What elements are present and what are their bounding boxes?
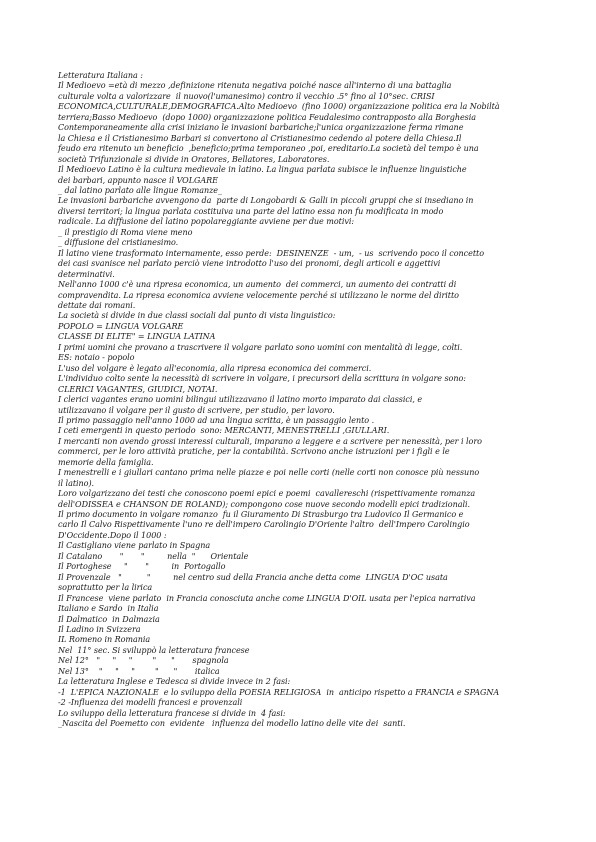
text-line: Il Ladino in Svizzera xyxy=(58,625,141,635)
text-line: dei casi svanisce nel parlato perciò viene introdotto l'uso dei pronomi, degli articoli e aggettivi xyxy=(58,259,441,269)
text-line: Il primo passaggio nell'anno 1000 ad una lingua scritta, è un passaggio lento . xyxy=(58,415,375,425)
text-line: dei barbari, appunto nasce il VOLGARE xyxy=(58,175,218,185)
text-line: radicale. La diffusione del latino popolareggiante avviene per due motivi: xyxy=(58,217,355,227)
text-line: dettate dai romani. xyxy=(58,300,136,310)
text-line: _ diffusione del cristianesimo. xyxy=(58,238,179,248)
text-line: I clerici vagantes erano uomini bilingui utilizzavano il latino morto imparato dai classici, e xyxy=(58,395,423,405)
text-line: Nel 12° " " " " " spagnola xyxy=(58,656,229,666)
text-line: Le invasioni barbariche avvengono da parte di Longobardi & Galli in piccoli gruppi che si insediano in xyxy=(58,196,474,206)
text-line: utilizzavano il volgare per il gusto di scrivere, per studio, per lavoro. xyxy=(58,405,335,415)
text-line: dell'ODISSEA e CHANSON DE ROLAND); compongono cose nuove secondo modelli epici tradizionali. xyxy=(58,499,471,509)
text-line: culturale volta a valorizzare il nuovo(l'umanesimo) contro il vecchio .5° fino al 10°sec. CRISI xyxy=(58,91,435,101)
text-line: Il Medioevo =età di mezzo ,definizione ritenuta negativa poiché nasce all'interno di una battaglia xyxy=(58,81,452,91)
text-line: carlo Il Calvo Rispettivamente l'uno re dell'impero Carolingio D'Oriente l'altro dell'Impero Carolingio xyxy=(58,520,470,530)
text-line: _ il prestigio di Roma viene meno xyxy=(58,227,193,237)
text-line: I ceti emergenti in questo periodo sono: MERCANTI, MENESTRELLI ,GIULLARI. xyxy=(58,426,390,436)
text-line: il latino). xyxy=(58,478,95,488)
text-line: feudo era ritenuto un beneficio ,beneficio;prima temporaneo ,poi, ereditario.La società del tempo è una xyxy=(58,144,479,154)
text-line: Nel 11° sec. Si sviluppò la letteratura francese xyxy=(58,645,250,655)
text-line: IL Romeno in Romania xyxy=(58,635,151,645)
text-line: Il latino viene trasformato internamente, esso perde: DESINENZE - um, - us scrivendo poco il concetto xyxy=(58,248,484,258)
text-line: _ dal latino parlato alle lingue Romanze_ xyxy=(58,185,222,195)
text-line: Nel 13° " " " " " italica xyxy=(58,666,220,676)
text-line: terriera;Basso Medioevo (dopo 1000) organizzazione politica Feudalesimo contrapposto alla Borghesia xyxy=(58,112,477,122)
text-line: determinativi. xyxy=(58,269,115,279)
document-page xyxy=(58,71,546,730)
text-line: Loro volgarizzano dei testi che conoscono poemi epici e poemi cavallereschi (rispettivamente romanza xyxy=(58,489,476,499)
text-line: Il Dalmatico in Dalmazia xyxy=(58,614,160,624)
text-line: Il Provenzale " " nel centro sud della Francia anche detta come LINGUA D'OC usata xyxy=(58,572,448,582)
text-line: commerci, per le loro attività pratiche, per la contabilità. Scrivono anche istruzioni per i figli e le xyxy=(58,447,450,457)
text-line: Nell'anno 1000 c'è una ripresa economica, un aumento dei commerci, un aumento dei contratti di xyxy=(58,280,457,290)
text-line: Il Portoghese " " in Portogallo xyxy=(58,562,226,572)
text-line: I menestrelli e i giullari cantano prima nelle piazze e poi nelle corti (nelle corti non conosce più nessuno xyxy=(58,468,480,478)
text-line: soprattutto per la lirica xyxy=(58,583,153,593)
text-line: diversi territori; la lingua parlata costituiva una parte del latino essa non fu modificata in modo xyxy=(58,206,444,216)
text-line: Contemporaneamente alla crisi iniziano le invasioni barbariche;l'unica organizzazione ferma rimane xyxy=(58,123,464,133)
text-line: società Trifunzionale si divide in Oratores, Bellatores, Laboratores. xyxy=(58,154,330,164)
text-line: la Chiesa e il Cristianesimo Barbari si convertono al Cristianesimo cedendo al potere della Chiesa.Il xyxy=(58,133,462,143)
text-line: Il Catalano " " nella " Orientale xyxy=(58,551,249,561)
text-line: I primi uomini che provano a trascrivere il volgare parlato sono uomini con mentalità di legge, colti. xyxy=(58,342,463,352)
text-line: Il Castigliano viene parlato in Spagna xyxy=(58,541,211,551)
text-line: compravendita. La ripresa economica avviene velocemente perché si utilizzano le norme del diritto xyxy=(58,290,459,300)
text-line: Italiano e Sardo in Italia xyxy=(58,604,159,614)
text-line: L'individuo colto sente la necessità di scrivere in volgare, i precursori della scrittura in volgare sono: xyxy=(58,374,466,384)
text-line: I mercanti non avendo grossi interessi culturali, imparano a leggere e a scrivere per nenessità, per i loro xyxy=(58,436,482,446)
text-line: POPOLO = LINGUA VOLGARE xyxy=(58,321,184,331)
text-line: Il primo documento in volgare romanzo fu il Giuramento Di Strasburgo tra Ludovico Il Germanico e xyxy=(58,510,464,520)
text-line: ECONOMICA,CULTURALE,DEMOGRAFICA.Alto Medioevo (fino 1000) organizzazione politica era la Nobiltà xyxy=(58,102,500,112)
text-line: CLERICI VAGANTES, GIUDICI, NOTAI. xyxy=(58,384,218,394)
text-line: La letteratura Inglese e Tedesca si divide invece in 2 fasi: xyxy=(58,677,291,687)
text-line: La società si divide in due classi sociali dal punto di vista linguistico: xyxy=(58,311,336,321)
text-line: -1 L'EPICA NAZIONALE e lo sviluppo della POESIA RELIGIOSA in anticipo rispetto a FRANCIA e SPAGNA xyxy=(58,687,500,697)
text-line: Il Medioevo Latino è la cultura medievale in latino. La lingua parlata subisce le influenze linguistiche xyxy=(58,165,467,175)
text-line: L'uso del volgare è legato all'economia, alla ripresa economica dei commerci. xyxy=(58,363,372,373)
text-line: Letteratura Italiana : xyxy=(58,71,143,80)
text-line: Il Francese viene parlato in Francia conosciuta anche come LINGUA D'OIL usata per l'epica narrativa xyxy=(58,593,476,603)
text-line: D'Occidente.Dopo il 1000 : xyxy=(58,530,167,540)
text-line: memorie della famiglia. xyxy=(58,457,154,467)
text-line: -2 -Influenza dei modelli francesi e provenzali xyxy=(58,698,243,708)
text-line: CLASSE DI ELITE" = LINGUA LATINA xyxy=(58,332,216,342)
text-line: _Nascita del Poemetto con evidente influenza del modello latino delle vite dei santi. xyxy=(58,719,406,729)
text-line: ES: notaio - popolo xyxy=(58,353,135,363)
text-line: Lo sviluppo della letteratura francese si divide in 4 fasi: xyxy=(58,708,286,718)
